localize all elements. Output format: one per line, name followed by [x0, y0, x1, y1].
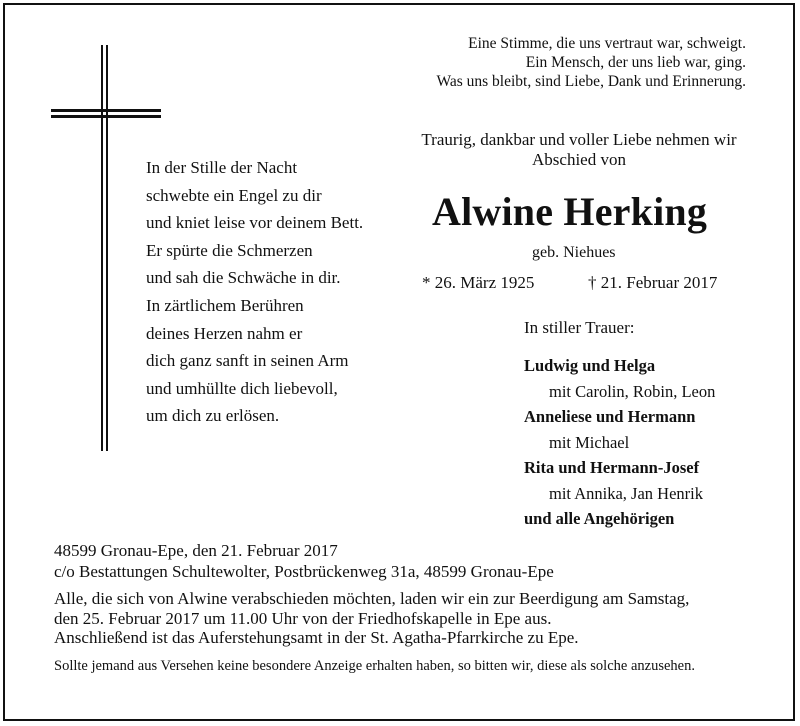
- mourners-list: [524, 353, 715, 532]
- poem-line: und umhüllte dich liebevoll,: [146, 378, 338, 398]
- motto: [436, 34, 746, 91]
- poem-line: Er spürte die Schmerzen: [146, 240, 313, 260]
- poem-line: In der Stille der Nacht: [146, 158, 298, 177]
- poem: [146, 154, 363, 430]
- funeral-info-line: den 25. Februar 2017 um 11.00 Uhr von der Friedhofskapelle in Epe aus.: [54, 608, 552, 628]
- mourners-heading: In stiller Trauer:: [524, 318, 635, 337]
- funeral-info-line: Alle, die sich von Alwine verabschieden möchten, laden wir ein zur Beerdigung am Samstag,: [54, 589, 690, 608]
- poem-line: um dich zu erlösen.: [146, 406, 280, 426]
- poem-line: deines Herzen nahm er: [146, 323, 303, 343]
- mourner-with: mit Annika, Jan Henrik: [549, 483, 703, 503]
- address: c/o Bestattungen Schultewolter, Postbrückenweg 31a, 48599 Gronau-Epe: [54, 562, 554, 581]
- mourners-closing: und alle Angehörigen: [524, 509, 675, 528]
- motto-line: Ein Mensch, der uns lieb war, ging.: [525, 54, 746, 71]
- poem-line: und sah die Schwäche in dir.: [146, 268, 341, 288]
- mourner-names: Anneliese und Hermann: [524, 407, 696, 426]
- poem-line: und kniet leise vor deinem Bett.: [146, 213, 364, 233]
- motto-line: Eine Stimme, die uns vertraut war, schweigt.: [468, 35, 746, 52]
- place-date: 48599 Gronau-Epe, den 21. Februar 2017: [54, 541, 338, 560]
- mourner-names: Ludwig und Helga: [524, 356, 656, 375]
- motto-line: Was uns bleibt, sind Liebe, Dank und Erinnerung.: [436, 73, 746, 90]
- mourner-with: mit Michael: [549, 432, 630, 452]
- poem-line: In zärtlichem Berühren: [146, 295, 304, 315]
- death-date: † 21. Februar 2017: [588, 273, 718, 292]
- place-and-address: [54, 540, 554, 582]
- poem-line: dich ganz sanft in seinen Arm: [146, 351, 349, 371]
- funeral-info: [54, 589, 689, 648]
- funeral-info-line: Anschließend ist das Auferstehungsamt in der St. Agatha-Pfarrkirche zu Epe.: [54, 628, 579, 647]
- born-name: geb. Niehues: [532, 244, 616, 261]
- notice-note: Sollte jemand aus Versehen keine besondere Anzeige erhalten haben, so bitten wir, diese als solche anzusehen.: [54, 658, 695, 674]
- mourner-with: mit Carolin, Robin, Leon: [549, 381, 716, 401]
- poem-line: schwebte ein Engel zu dir: [146, 185, 322, 205]
- birth-date: * 26. März 1925: [422, 273, 535, 292]
- mourner-names: Rita und Hermann-Josef: [524, 458, 700, 477]
- intro-text: Traurig, dankbar und voller Liebe nehmen wir Abschied von: [421, 130, 737, 169]
- deceased-name: Alwine Herking: [432, 189, 708, 234]
